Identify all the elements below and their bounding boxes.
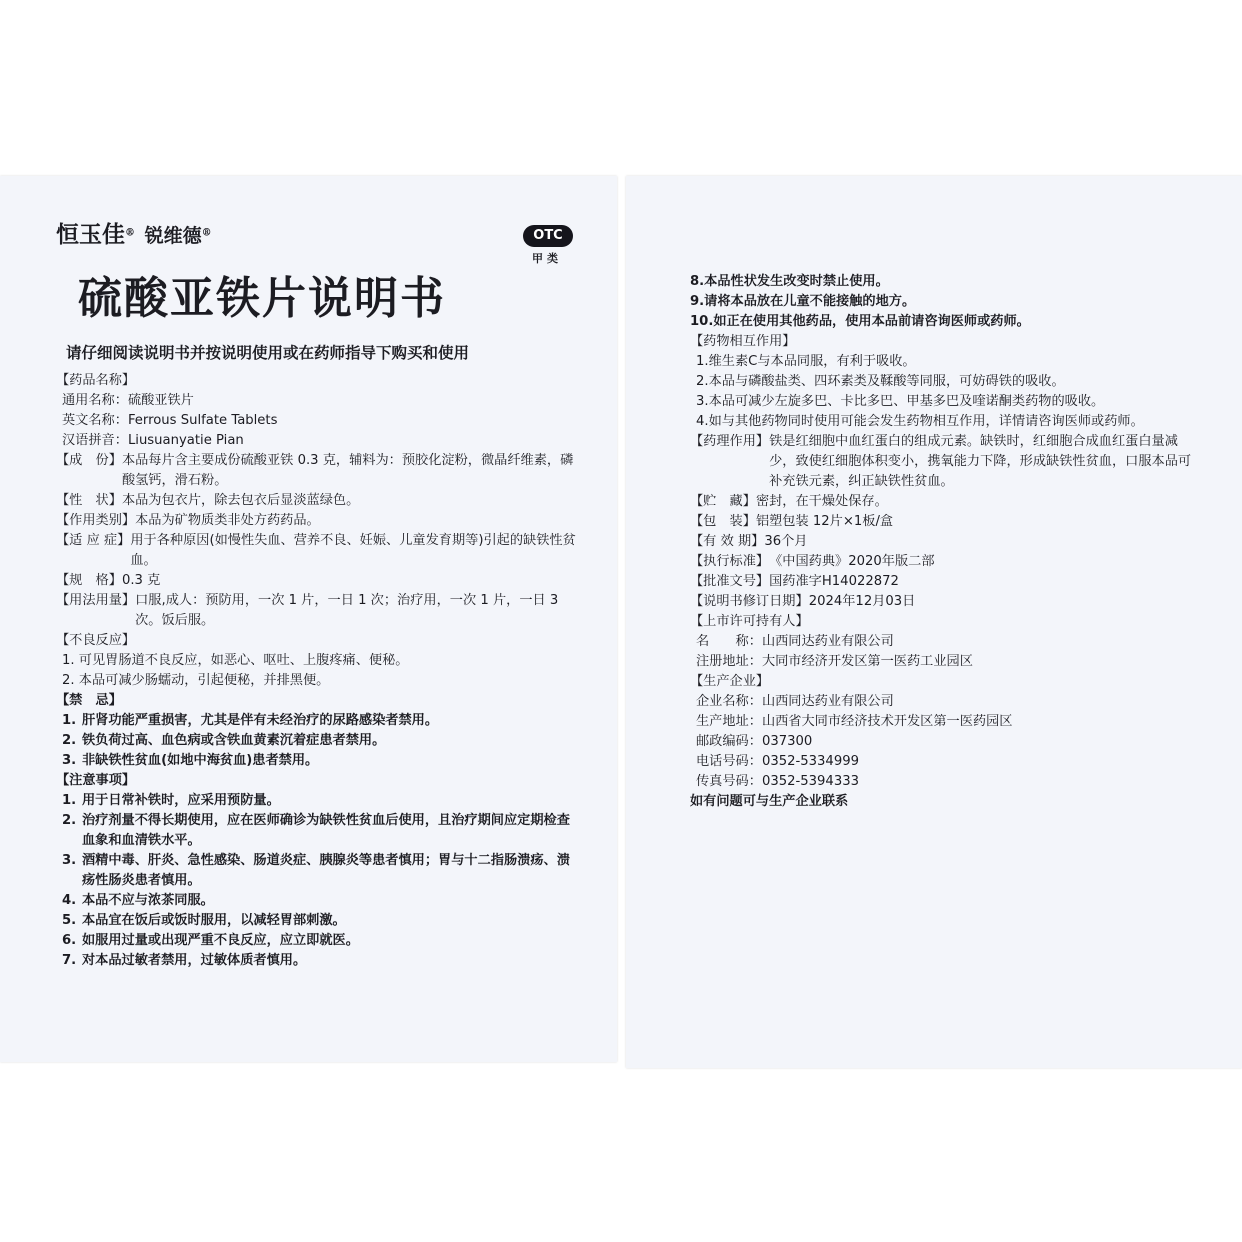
field-label: 企业名称： <box>696 694 762 709</box>
item-text: 本品宜在饭后或饭时服用，以减轻胃部刺激。 <box>82 913 346 928</box>
item-text: 本品不应与浓茶同服。 <box>82 893 214 908</box>
field-holder-name <box>690 632 1198 652</box>
field-approval-number <box>690 572 1198 592</box>
item-text: 如服用过量或出现严重不良反应，应立即就医。 <box>82 933 359 948</box>
field-label: 传真号码： <box>696 774 762 789</box>
field-value: 2024年12月03日 <box>808 594 916 609</box>
item-number: 3. <box>62 853 77 868</box>
field-value: Liusuanyatie Pian <box>127 433 244 448</box>
field-value: 密封，在干燥处保存。 <box>755 494 888 509</box>
field-storage <box>690 492 1198 512</box>
right-column <box>690 272 1198 812</box>
field-value: Ferrous Sulfate Tablets <box>127 413 278 428</box>
field-label: 【包 装】 <box>690 514 756 529</box>
field-label: 【成 份】 <box>56 453 122 468</box>
list-item: 9.请将本品放在儿童不能接触的地方。 <box>690 294 916 309</box>
field-value: 国药准字H14022872 <box>769 574 899 589</box>
section-header-drug-name: 【药品名称】 <box>56 373 136 388</box>
field-pinyin <box>56 431 580 451</box>
field-value: 本品为矿物质类非处方药药品。 <box>135 513 320 528</box>
field-value: 山西同达药业有限公司 <box>761 694 894 709</box>
field-label: 【用法用量】 <box>56 593 136 608</box>
field-value: 0352-5334999 <box>761 754 859 769</box>
item-text: 非缺铁性贫血(如地中海贫血)患者禁用。 <box>82 753 319 768</box>
list-item <box>56 811 580 851</box>
field-value: 《中国药典》2020年版二部 <box>769 554 935 569</box>
list-item: 1.维生素C与本品同服，有利于吸收。 <box>696 354 916 369</box>
field-label: 【说明书修订日期】 <box>690 594 809 609</box>
list-item: 10.如正在使用其他药品，使用本品前请咨询医师或药师。 <box>690 314 1030 329</box>
field-standard <box>690 552 1198 572</box>
field-holder-address <box>690 652 1198 672</box>
field-label: 【适 应 症】 <box>56 533 131 548</box>
item-number: 1. <box>62 713 77 728</box>
section-header-contraindications: 【禁 忌】 <box>56 693 122 708</box>
list-item: 3.本品可减少左旋多巴、卡比多巴、甲基多巴及喹诺酮类药物的吸收。 <box>696 394 1105 409</box>
field-composition <box>56 451 580 491</box>
field-label: 【贮 藏】 <box>690 494 756 509</box>
section-header-precautions: 【注意事项】 <box>56 773 136 788</box>
section-header-manufacturer: 【生产企业】 <box>690 674 770 689</box>
field-label: 汉语拼音： <box>62 433 128 448</box>
footer-note: 如有问题可与生产企业联系 <box>690 794 849 809</box>
field-label: 注册地址： <box>696 654 762 669</box>
list-item: 8.本品性状发生改变时禁止使用。 <box>690 274 889 289</box>
field-label: 电话号码： <box>696 754 762 769</box>
field-value: 0.3 克 <box>121 573 161 588</box>
field-spec <box>56 571 580 591</box>
field-appearance <box>56 491 580 511</box>
field-maker-fax <box>690 772 1198 792</box>
field-category <box>56 511 580 531</box>
document-subtitle: 请仔细阅读说明书并按说明使用或在药师指导下购买和使用 <box>66 344 470 362</box>
item-number: 1. <box>62 793 77 808</box>
list-item <box>56 911 580 931</box>
item-text: 对本品过敏者禁用，过敏体质者慎用。 <box>82 953 307 968</box>
otc-class: 甲类 <box>532 252 562 265</box>
list-item: 2.本品与磷酸盐类、四环素类及鞣酸等同服，可妨碍铁的吸收。 <box>696 374 1065 389</box>
registered-mark: ® <box>201 227 212 239</box>
item-text: 肝肾功能严重损害，尤其是伴有未经治疗的尿路感染者禁用。 <box>82 713 439 728</box>
field-label: 生产地址： <box>696 714 762 729</box>
list-item <box>56 731 580 751</box>
list-item <box>56 791 580 811</box>
field-label: 邮政编码： <box>696 734 762 749</box>
field-pharmacology <box>690 432 1198 492</box>
list-item <box>56 751 580 771</box>
field-maker-zip <box>690 732 1198 752</box>
item-text: 酒精中毒、肝炎、急性感染、肠道炎症、胰腺炎等患者慎用；胃与十二指肠溃疡、溃疡性肠炎患者慎用。 <box>82 853 570 888</box>
field-validity <box>690 532 1198 552</box>
field-value: 0352-5394333 <box>761 774 859 789</box>
list-item <box>56 931 580 951</box>
field-label: 【规 格】 <box>56 573 122 588</box>
field-value: 本品每片含主要成份硫酸亚铁 0.3 克，辅料为：预胶化淀粉，微晶纤维素，磷酸氢钙，滑石粉。 <box>121 453 574 488</box>
field-value: 36个月 <box>764 534 808 549</box>
field-label: 名 称： <box>696 634 762 649</box>
brand-logo <box>56 216 212 249</box>
field-value: 037300 <box>761 734 813 749</box>
field-label: 【性 状】 <box>56 493 122 508</box>
item-number: 6. <box>62 933 77 948</box>
field-generic-name <box>56 391 580 411</box>
otc-badge: OTC <box>523 225 573 247</box>
field-value: 铁是红细胞中血红蛋白的组成元素。缺铁时，红细胞合成血红蛋白量减少，致使红细胞体积变小，携氧能力下降，形成缺铁性贫血，口服本品可补充铁元素，纠正缺铁性贫血。 <box>769 434 1192 489</box>
field-label: 通用名称： <box>62 393 128 408</box>
field-label: 【批准文号】 <box>690 574 770 589</box>
field-value: 硫酸亚铁片 <box>127 393 194 408</box>
section-header-license-holder: 【上市许可持有人】 <box>690 614 809 629</box>
item-text: 用于日常补铁时，应采用预防量。 <box>82 793 280 808</box>
field-english-name <box>56 411 580 431</box>
document-title: 硫酸亚铁片说明书 <box>78 273 446 324</box>
field-label: 英文名称： <box>62 413 128 428</box>
field-label: 【药理作用】 <box>690 434 770 449</box>
list-item: 1. 可见胃肠道不良反应，如恶心、呕吐、上腹疼痛、便秘。 <box>62 653 409 668</box>
item-number: 2. <box>62 813 77 828</box>
field-value: 本品为包衣片，除去包衣后显淡蓝绿色。 <box>121 493 360 508</box>
item-number: 3. <box>62 753 77 768</box>
item-number: 7. <box>62 953 77 968</box>
registered-mark: ® <box>125 227 135 239</box>
section-header-adverse: 【不良反应】 <box>56 633 136 648</box>
field-dosage <box>56 591 580 631</box>
list-item: 2. 本品可减少肠蠕动，引起便秘，并排黑便。 <box>62 673 330 688</box>
field-value: 口服,成人：预防用，一次 1 片，一日 1 次；治疗用，一次 1 片，一日 3 次。饭后服。 <box>135 593 559 628</box>
field-revision-date <box>690 592 1198 612</box>
left-column <box>56 371 580 971</box>
list-item <box>56 711 580 731</box>
field-maker-phone <box>690 752 1198 772</box>
field-value: 山西同达药业有限公司 <box>761 634 894 649</box>
field-package <box>690 512 1198 532</box>
field-value: 大同市经济开发区第一医药工业园区 <box>761 654 973 669</box>
field-label: 【执行标准】 <box>690 554 770 569</box>
item-text: 铁负荷过高、血色病或含铁血黄素沉着症患者禁用。 <box>82 733 386 748</box>
field-maker-name <box>690 692 1198 712</box>
item-text: 治疗剂量不得长期使用，应在医师确诊为缺铁性贫血后使用，且治疗期间应定期检查血象和血清铁水平。 <box>82 813 570 848</box>
list-item <box>56 951 580 971</box>
brand-secondary: 锐维德 <box>144 225 202 247</box>
field-maker-address <box>690 712 1198 732</box>
item-number: 4. <box>62 893 77 908</box>
field-value: 山西省大同市经济技术开发区第一医药园区 <box>761 714 1013 729</box>
section-header-interactions: 【药物相互作用】 <box>690 334 796 349</box>
list-item: 4.如与其他药物同时使用可能会发生药物相互作用，详情请咨询医师或药师。 <box>696 414 1144 429</box>
field-value: 铝塑包装 12片×1板/盒 <box>755 514 894 529</box>
brand-primary: 恒玉佳 <box>56 221 125 248</box>
field-label: 【作用类别】 <box>56 513 136 528</box>
list-item <box>56 851 580 891</box>
item-number: 5. <box>62 913 77 928</box>
field-label: 【有 效 期】 <box>690 534 765 549</box>
list-item <box>56 891 580 911</box>
field-indication <box>56 531 580 571</box>
item-number: 2. <box>62 733 77 748</box>
field-value: 用于各种原因(如慢性失血、营养不良、妊娠、儿童发育期等)引起的缺铁性贫血。 <box>130 533 576 568</box>
